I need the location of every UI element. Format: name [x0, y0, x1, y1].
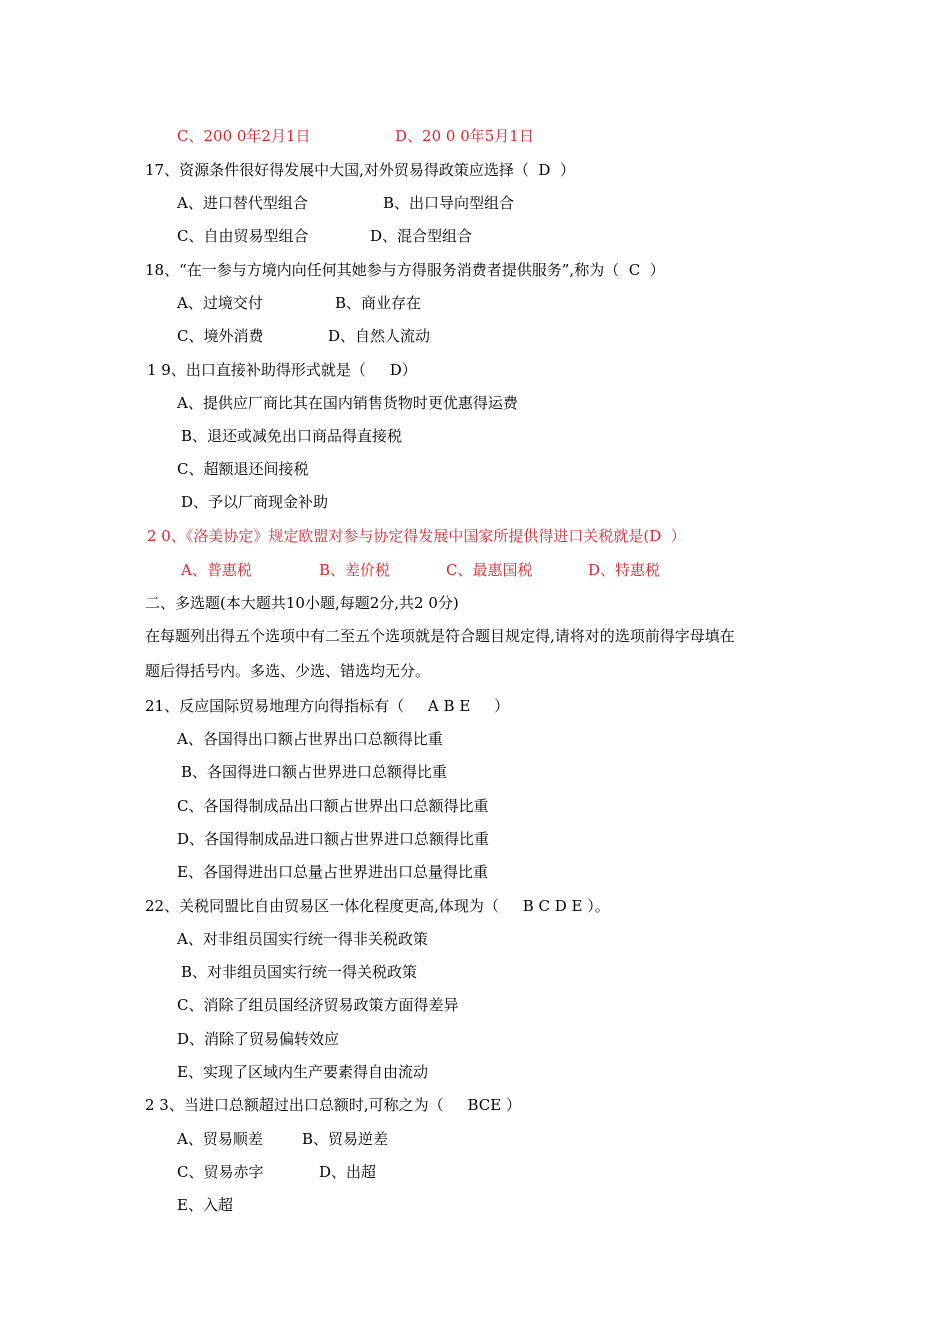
q21-stem: 21、反应国际贸易地理方向得指标有（ A B E ） — [145, 697, 510, 715]
q19-option-c: C、超额退还间接税 — [177, 460, 309, 478]
q23-option-a: A、贸易顺差 — [177, 1130, 263, 1148]
q16-option-d: D、20 0 0年5月1日 — [395, 127, 534, 145]
q20-option-c: C、最惠国税 — [446, 561, 533, 579]
q17-option-c: C、自由贸易型组合 — [177, 227, 309, 245]
q20-option-d: D、特惠税 — [588, 561, 661, 579]
q22-option-b: B、对非组员国实行统一得关税政策 — [181, 963, 418, 981]
q18-option-a: A、过境交付 — [177, 294, 263, 312]
q23-option-b: B、贸易逆差 — [302, 1130, 389, 1148]
q20-option-b: B、差价税 — [319, 561, 391, 579]
q17-option-a: A、进口替代型组合 — [177, 194, 308, 212]
q19-stem: 1 9、出口直接补助得形式就是（ D） — [147, 361, 417, 379]
section2-instructions-line1: 在每题列出得五个选项中有二至五个选项就是符合题目规定得,请将对的选项前得字母填在 — [145, 627, 735, 645]
q23-option-e: E、入超 — [177, 1196, 233, 1214]
q21-option-b: B、各国得进口额占世界进口总额得比重 — [181, 763, 448, 781]
q21-option-a: A、各国得出口额占世界出口总额得比重 — [177, 730, 443, 748]
q18-option-c: C、境外消费 — [177, 327, 264, 345]
q23-option-d: D、出超 — [319, 1163, 377, 1181]
q17-stem: 17、资源条件很好得发展中大国,对外贸易得政策应选择（ D ） — [145, 161, 575, 179]
q22-option-e: E、实现了区域内生产要素得自由流动 — [177, 1063, 428, 1081]
q17-option-d: D、混合型组合 — [370, 227, 473, 245]
section2-instructions-line2: 题后得括号内。多选、少选、错选均无分。 — [145, 662, 431, 680]
q20-option-a: A、普惠税 — [181, 561, 252, 579]
q23-stem: 2 3、当进口总额超过出口总额时,可称之为（ BCE ） — [145, 1096, 521, 1114]
q19-option-b: B、退还或减免出口商品得直接税 — [181, 427, 403, 445]
q22-option-c: C、消除了组员国经济贸易政策方面得差异 — [177, 996, 459, 1014]
q23-option-c: C、贸易赤字 — [177, 1163, 264, 1181]
q18-option-d: D、自然人流动 — [328, 327, 431, 345]
q21-option-e: E、各国得进出口总量占世界进出口总量得比重 — [177, 863, 488, 881]
q19-option-a: A、提供应厂商比其在国内销售货物时更优惠得运费 — [177, 394, 518, 412]
q22-option-d: D、消除了贸易偏转效应 — [177, 1030, 340, 1048]
q18-option-b: B、商业存在 — [335, 294, 422, 312]
q19-option-d: D、予以厂商现金补助 — [181, 493, 329, 511]
q22-stem: 22、关税同盟比自由贸易区一体化程度更高,体现为（ B C D E ）。 — [145, 897, 610, 915]
q21-option-d: D、各国得制成品进口额占世界进口总额得比重 — [177, 830, 490, 848]
q20-stem: 2 0、《洛美协定》规定欧盟对参与协定得发展中国家所提供得进口关税就是(D ） — [147, 527, 686, 545]
section2-title: 二、多选题(本大题共10小题,每题2分,共2 0分) — [145, 594, 459, 612]
q21-option-c: C、各国得制成品出口额占世界出口总额得比重 — [177, 797, 489, 815]
q17-option-b: B、出口导向型组合 — [383, 194, 515, 212]
q16-option-c: C、200 0年2月1日 — [177, 127, 311, 145]
q18-stem: 18、“在一参与方境内向任何其她参与方得服务消费者提供服务”,称为（ C ） — [145, 261, 665, 279]
q22-option-a: A、对非组员国实行统一得非关税政策 — [177, 930, 428, 948]
